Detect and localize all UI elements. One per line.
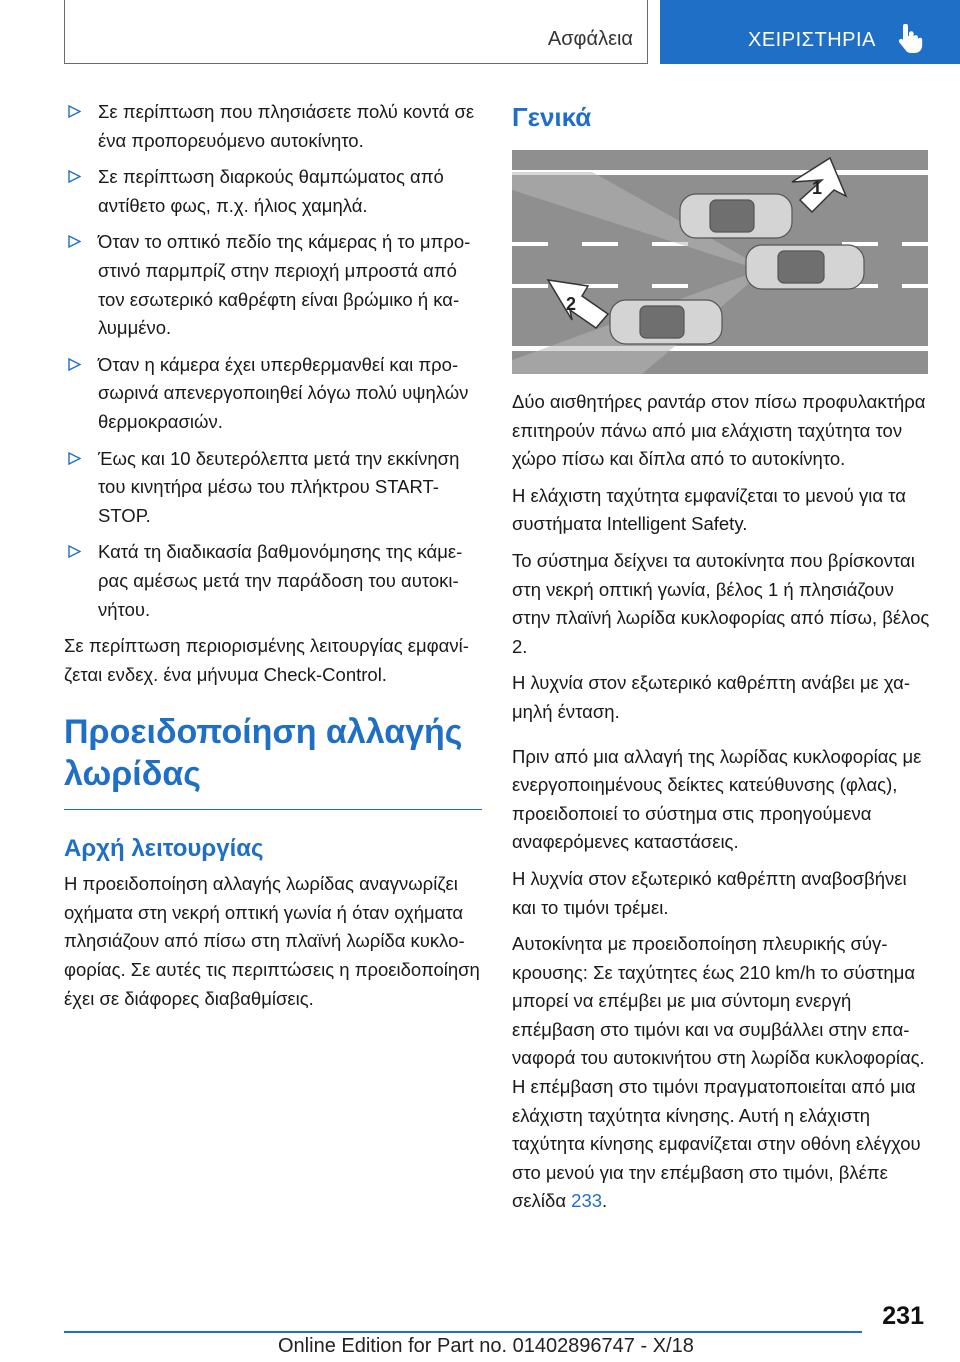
chapter-tab[interactable]: [660, 0, 960, 64]
hand-pointer-icon: [896, 24, 924, 54]
svg-text:2: 2: [566, 294, 577, 314]
car-own: [746, 245, 864, 289]
list-item: [64, 98, 482, 155]
section-heading: Προειδοποίηση αλλαγής λωρίδας: [64, 711, 482, 810]
triangle-bullet-icon: [68, 235, 81, 248]
bullet-text: Όταν η κάμερα έχει υπερθερμανθεί και προσωρινά απενεργοποιηθεί λόγω πολύ υψηλών θερμοκρασιών.: [98, 353, 469, 432]
right-column: [512, 98, 930, 1224]
bullet-text: Όταν το οπτικό πεδίο της κάμερας ή το μπροστινό παρμπρίζ στην περιοχή μπροστά από τον εσωτερικό καθρέφτη είναι βρώμικο ή καλυμμένο.: [98, 231, 471, 339]
list-item: [64, 445, 482, 531]
edition-footer: Online Edition for Part no. 01402896747 - X/18: [278, 1335, 694, 1357]
list-item: [64, 163, 482, 220]
paragraph-arrows: Το σύστημα δείχνει τα αυτοκίνητα που βρίσκονται στη νεκρή οπτική γωνία, βέλος 1 ή πλησιάζουν στην πλαϊνή λωρίδα κυκλοφορίας από πίσω, βέλος 2.: [512, 549, 930, 657]
intervention-end: .: [602, 1190, 608, 1212]
car-rear: [610, 300, 722, 344]
chapter-title: ΧΕΙΡΙΣΤΗΡΙΑ: [748, 29, 876, 51]
svg-text:1: 1: [812, 178, 823, 198]
triangle-bullet-icon: [68, 170, 81, 183]
section-title: Ασφάλεια: [547, 28, 633, 50]
left-column: [64, 98, 482, 1021]
paragraph-mirror-light: Η λυχνία στον εξωτερικό καθρέπτη ανάβει με χαμηλή ένταση.: [512, 672, 911, 722]
bullet-text: Κατά τη διαδικασία βαθμονόμησης της κάμερας αμέσως μετά την παράδοση του αυτοκινήτου.: [98, 541, 463, 620]
footer-divider: [64, 1331, 862, 1333]
header-section-box: [64, 0, 648, 64]
car-blind-spot: [680, 194, 792, 238]
intervention-text: Αυτοκίνητα με προειδοποίηση πλευρικής σύγκρουσης: Σε ταχύτητες έως 210 km/h το σύστημα μπορεί να επέμβει με μια σύντομη ενεργή επέμβαση στο τιμόνι και να συμβάλλει στην επαναφορά του αυτοκινήτου στη λωρίδα κυκλοφορίας. Η επέμβαση στο τιμόνι πραγματοποιείται από μια ελάχιστη ταχύτητα κίνησης. Αυτή η ελάχιστη ταχύτητα κίνησης εμφανίζεται στην οθόνη ελέγχου στο μενού για την επέμβαση στο τιμόνι, βλέπε σελίδα: [512, 933, 925, 1212]
triangle-bullet-icon: [68, 452, 81, 465]
page-reference-link[interactable]: 233: [571, 1190, 603, 1212]
list-item: [64, 351, 482, 437]
lane-change-figure: [512, 150, 928, 374]
paragraph-sensors: Δύο αισθητήρες ραντάρ στον πίσω προφυλακτήρα επιτηρούν πάνω από μια ελάχιστη ταχύτητα τον χώρο πίσω και δίπλα από το αυτοκίνητο.: [512, 391, 926, 470]
list-item: [64, 538, 482, 624]
triangle-bullet-icon: [68, 358, 81, 371]
paragraph-mirror-flash: Η λυχνία στον εξωτερικό καθρέπτη αναβοσβήνει και το τιμόνι τρέμει.: [512, 867, 907, 918]
limited-function-note: Σε περίπτωση περιορισμένης λειτουργίας εμφανίζεται ενδεχ. ένα μήνυμα Check-Control.: [64, 635, 469, 685]
page-number: 231: [882, 1302, 924, 1330]
paragraph-min-speed: Η ελάχιστη ταχύτητα εμφανίζεται το μενού για τα συστήματα Intelligent Safety.: [512, 484, 906, 535]
general-heading: Γενικά: [512, 102, 592, 132]
triangle-bullet-icon: [68, 545, 81, 558]
paragraph-before-lane-change: Πριν από μια αλλαγή της λωρίδας κυκλοφορίας με ενεργοποιημένους δείκτες κατεύθυνσης (φλας), προειδοποιεί το σύστημα στις προηγούμενα αναφερόμενες καταστάσεις.: [512, 745, 922, 853]
bullet-text: Σε περίπτωση διαρκούς θαμπώματος από αντίθετο φως, π.χ. ήλιος χαμηλά.: [98, 166, 444, 216]
subsection-heading: Αρχή λειτουργίας: [64, 835, 264, 863]
bullet-text: Έως και 10 δευτερόλεπτα μετά την εκκίνηση του κινητήρα μέσω του πλήκτρου START-STOP.: [98, 447, 460, 526]
paragraph-steering-intervention: [512, 930, 930, 1216]
bullet-text: Σε περίπτωση που πλησιάσετε πολύ κοντά σε ένα προπορευόμενο αυτοκίνητο.: [98, 101, 475, 151]
principle-paragraph: Η προειδοποίηση αλλαγής λωρίδας αναγνωρίζει οχήματα στη νεκρή οπτική γωνία ή όταν οχήματα πλησιάζουν από πίσω στη πλαϊνή λωρίδα κυκλοφορίας. Σε αυτές τις περιπτώσεις η προειδοποίηση έχει σε διάφορες διαβαθμίσεις.: [64, 873, 480, 1009]
list-item: [64, 228, 482, 342]
triangle-bullet-icon: [68, 105, 81, 118]
